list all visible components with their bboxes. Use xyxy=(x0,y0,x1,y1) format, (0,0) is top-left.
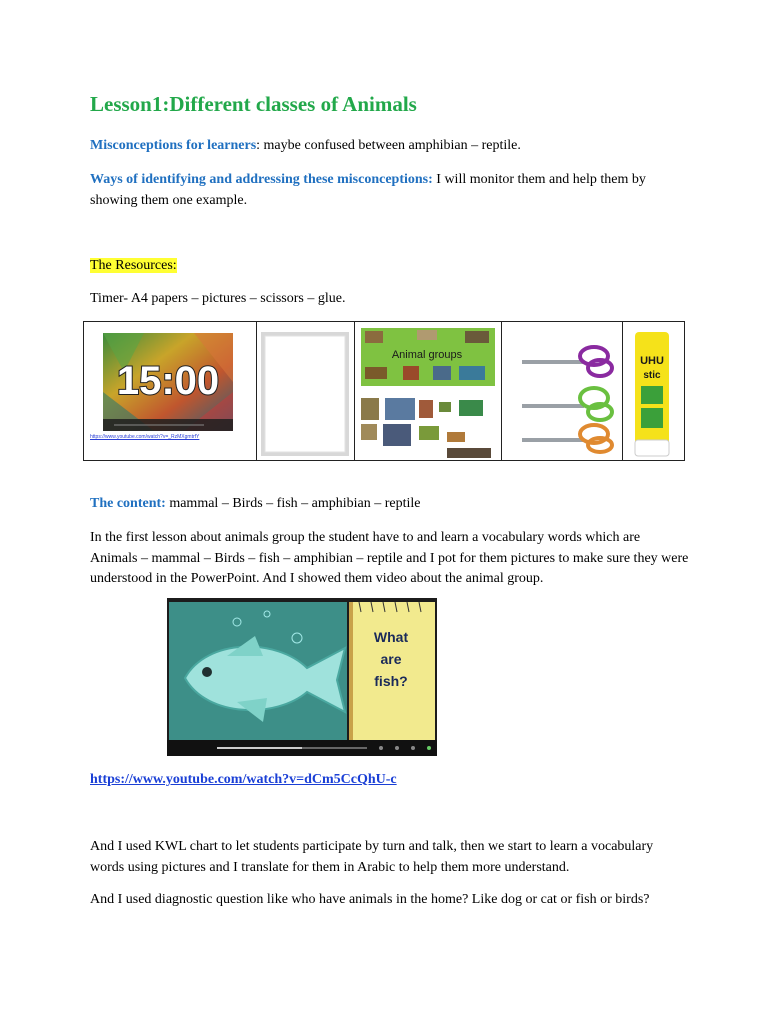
misconceptions-paragraph xyxy=(90,136,690,157)
a4-paper-image xyxy=(257,322,355,460)
fish-video-link[interactable]: https://www.youtube.com/watch?v=dCm5CcQhU-c xyxy=(90,772,397,787)
video-text-line3: fish? xyxy=(374,673,408,689)
timer-video-link[interactable]: https://www.youtube.com/watch?v=_RzMXgmtrfY xyxy=(90,434,200,440)
glue-stick-image xyxy=(623,322,684,460)
resources-heading xyxy=(90,256,690,277)
poster-title: Animal groups xyxy=(391,349,463,361)
content-text: mammal – Birds – fish – amphibian – reptile xyxy=(165,496,421,511)
video-text-line2: are xyxy=(380,651,402,667)
lesson-paragraph-3: And I used diagnostic question like who have animals in the home? Like dog or cat or fish or birds? xyxy=(90,892,650,907)
paper-cell xyxy=(257,322,355,460)
scissors-image xyxy=(502,322,623,460)
glue-brand: UHU xyxy=(640,355,664,367)
resources-list: Timer- A4 papers – pictures – scissors – glue. xyxy=(90,291,346,306)
lesson-paragraph-2: And I used KWL chart to let students participate by turn and talk, then we start to learn a vocabulary words using pictures and I translate for them in Arabic to help them more understand. xyxy=(90,839,654,875)
glue-sub: stic xyxy=(643,370,661,381)
ways-label: Ways of identifying and addressing these misconceptions: xyxy=(90,172,433,187)
animal-groups-image xyxy=(355,322,502,460)
glue-cell xyxy=(623,322,684,460)
pictures-cell xyxy=(355,322,502,460)
resources-heading-text: The Resources: xyxy=(90,258,177,273)
misconceptions-label: Misconceptions for learners xyxy=(90,138,257,153)
content-label: The content: xyxy=(90,496,166,511)
ways-paragraph xyxy=(90,170,690,211)
misconceptions-text: : maybe confused between amphibian – reptile. xyxy=(256,138,521,153)
ways-text: I will monitor them and help them by showing them one example. xyxy=(90,172,646,208)
video-text-line1: What xyxy=(373,629,409,645)
timer-display: 15:00 xyxy=(116,359,220,403)
content-paragraph xyxy=(90,494,690,515)
lesson-paragraph-1: In the first lesson about animals group the student have to and learn a vocabulary words which are Animals – mammal – Birds – fish – amphibian – reptile and I pot for them pictures to make sure they were understood in the PowerPoint. And I showed them video about the animal group. xyxy=(90,530,689,586)
lesson-title: Lesson1:Different classes of Animals xyxy=(90,92,417,116)
video-link-paragraph xyxy=(90,770,690,791)
resources-table xyxy=(83,321,685,461)
timer-cell xyxy=(84,322,257,460)
scissors-cell xyxy=(502,322,623,460)
fish-video-player[interactable] xyxy=(167,598,437,756)
